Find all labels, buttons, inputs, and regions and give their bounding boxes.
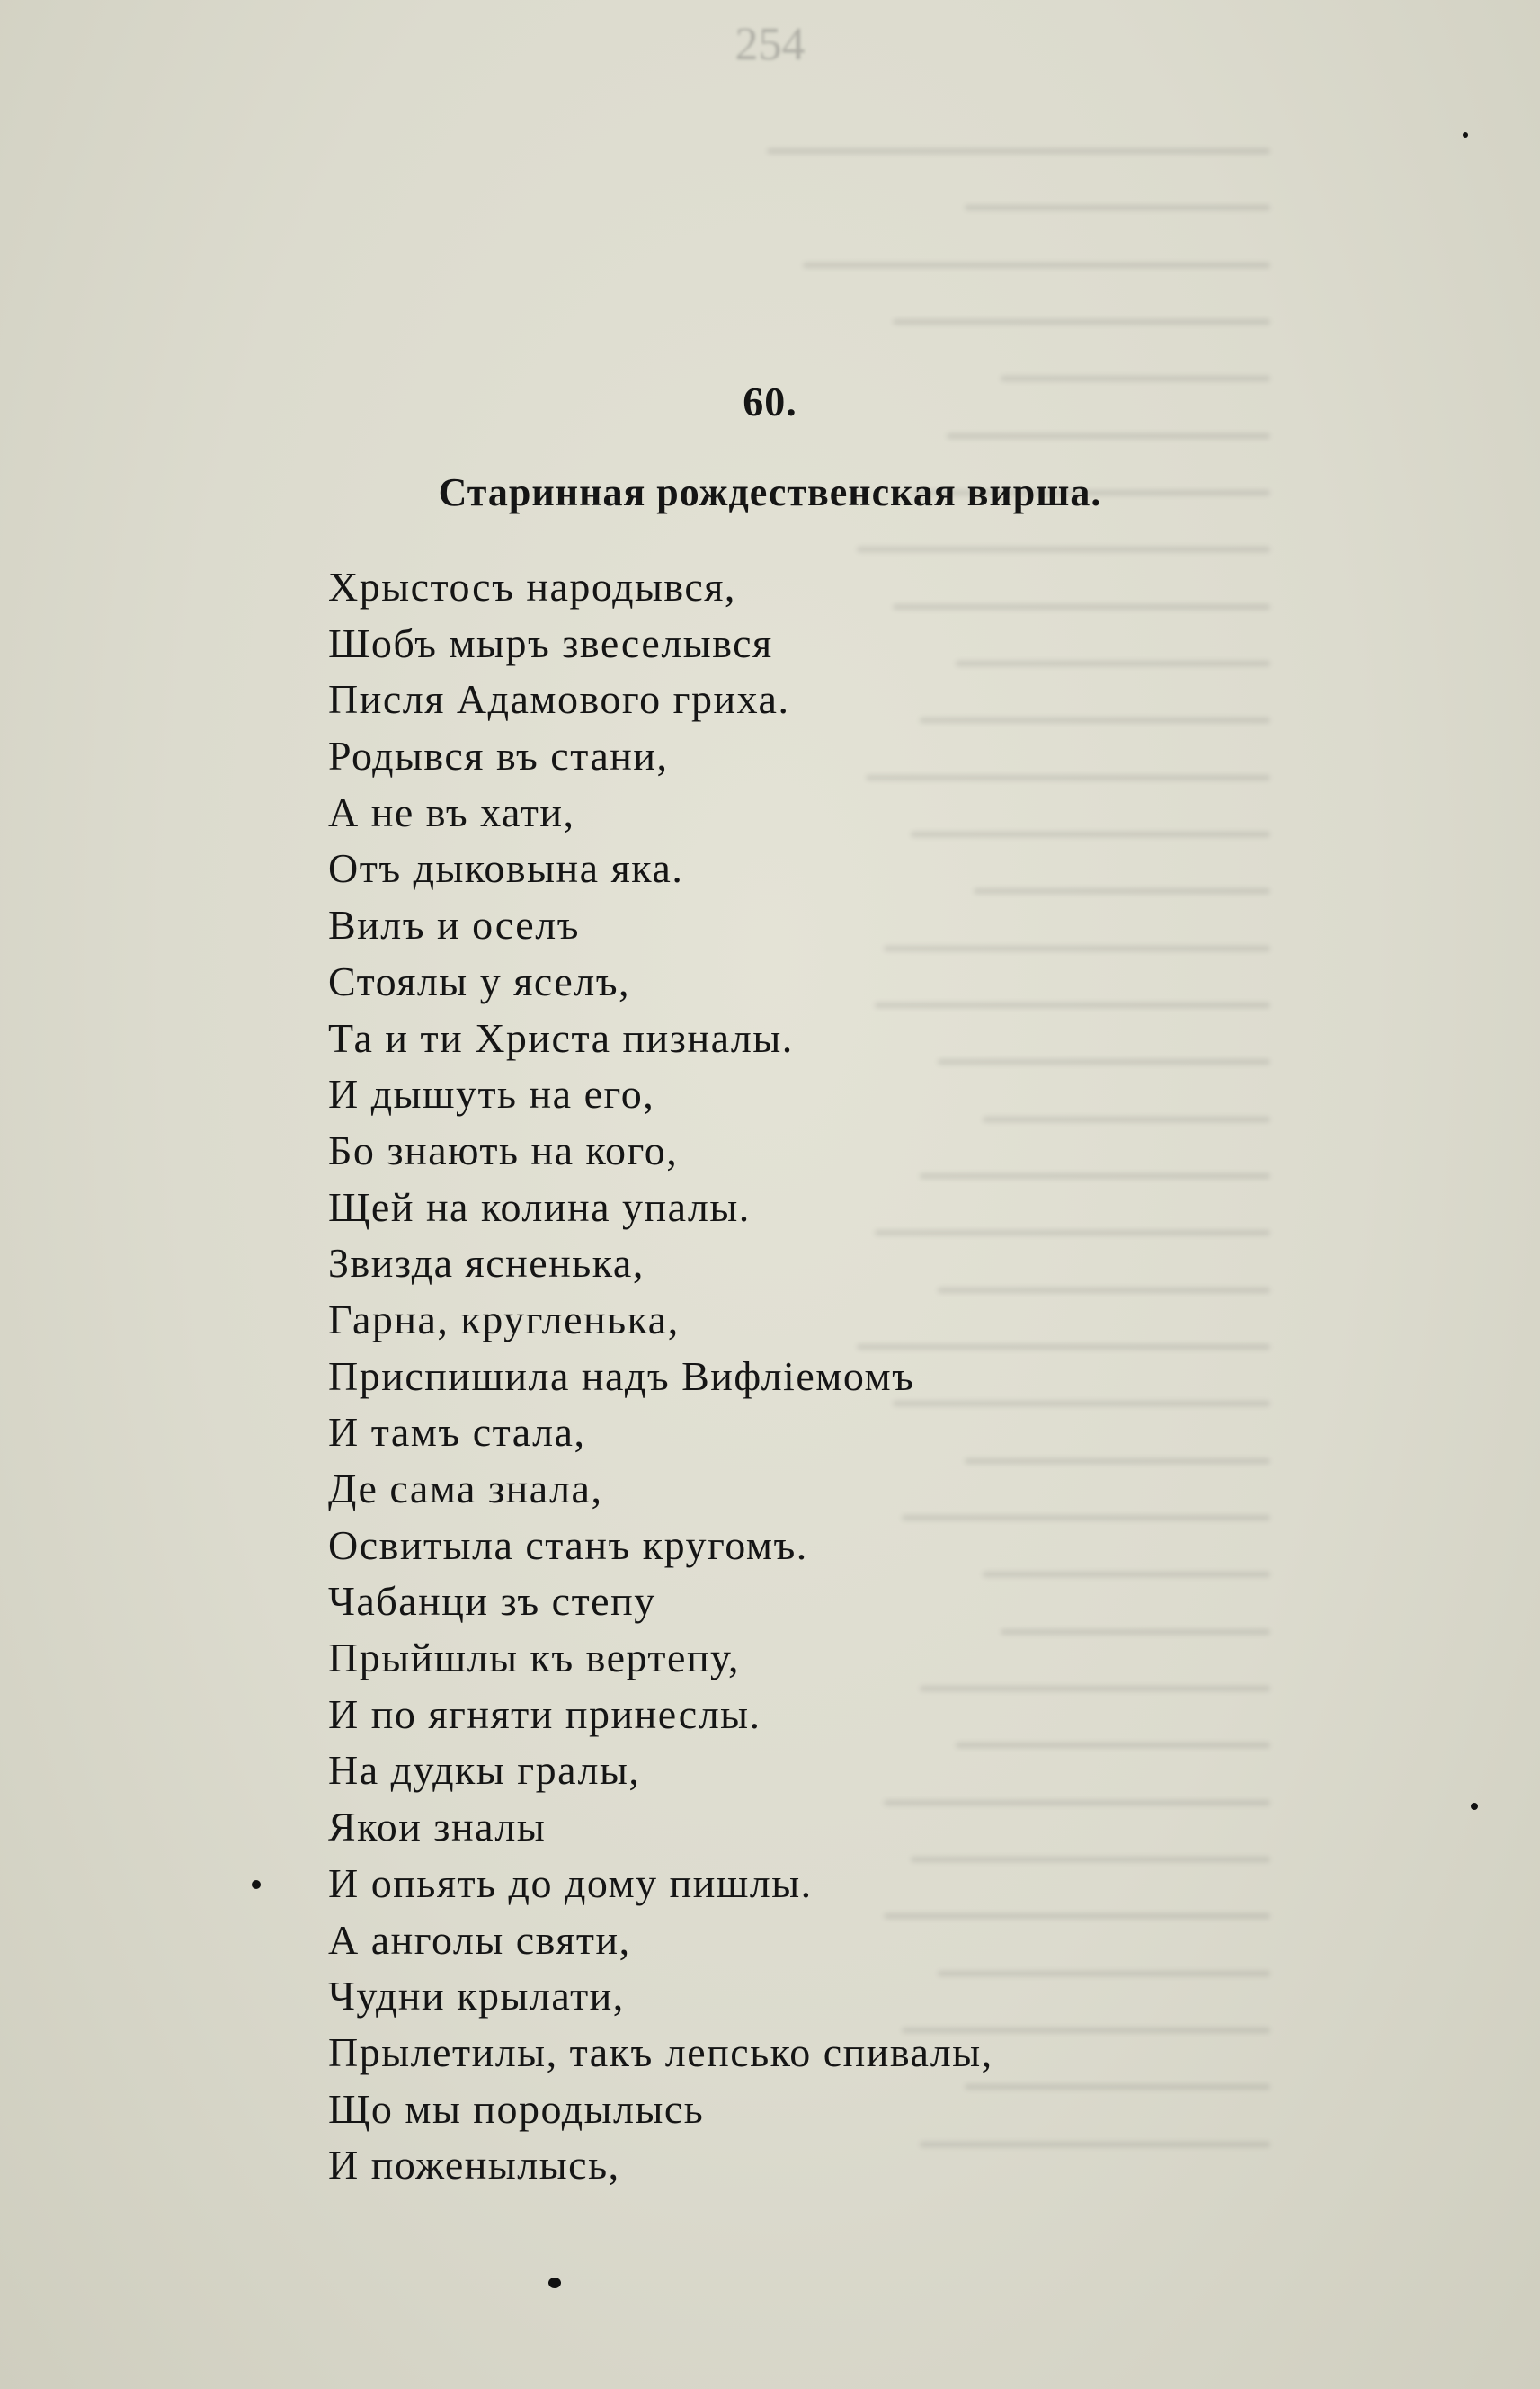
poem-verse (328, 559, 993, 2194)
verse-line: Вилъ и оселъ (328, 902, 580, 949)
ink-speck (252, 1880, 261, 1889)
ink-speck (548, 2278, 561, 2288)
verse-line: Чудни крылати, (328, 1973, 625, 2019)
verse-line: Родывся въ стани, (328, 733, 669, 780)
poem-title: Старинная рождественская вирша. (438, 470, 1102, 514)
verse-line: Звизда ясненька, (328, 1240, 645, 1287)
verse-line: И опьять до дому пишлы. (328, 1859, 813, 1906)
verse-line: Хрыстосъ народывся, (328, 564, 736, 610)
verse-line: Отъ дыковына яка. (328, 845, 684, 892)
verse-line: Писля Адамового гриха. (328, 676, 790, 723)
ink-speck (1471, 1803, 1478, 1810)
verse-line: Де сама знала, (328, 1466, 603, 1511)
verse-line: Прыйшлы къ вертепу, (328, 1635, 740, 1681)
verse-line: А не въ хати, (328, 789, 575, 835)
verse-line: Якои зналы (328, 1804, 547, 1850)
verse-line: А анголы святи, (328, 1916, 631, 1963)
verse-line: Що мы породылысь (328, 2085, 705, 2132)
verse-line: Приспишила надъ Вифлiемомъ (328, 1352, 915, 1399)
ink-speck (1463, 132, 1468, 138)
page-number: 254 (734, 19, 806, 70)
verse-line: И дышуть на его, (328, 1071, 655, 1118)
verse-line: Стоялы у яселъ, (328, 958, 631, 1004)
verse-line: Гарна, кругленька, (328, 1296, 680, 1342)
verse-line: Та и ти Христа пизналы. (328, 1014, 794, 1061)
verse-line: И поженылысь, (328, 2142, 620, 2188)
verse-line: На дудкы гралы, (328, 1747, 641, 1794)
verse-line: Щей на колина упалы. (328, 1183, 751, 1230)
verse-line: Бо знають на кого, (328, 1127, 679, 1173)
verse-line: Прылетилы, такъ лепсько спивалы, (328, 2028, 993, 2075)
verse-line: Чабанци зъ степу (328, 1578, 656, 1625)
verse-line: И тамъ стала, (328, 1409, 586, 1456)
verse-line: Освитыла станъ кругомъ. (328, 1521, 808, 1568)
poem-number: 60. (743, 379, 797, 424)
verse-line: Шобъ мыръ звеселывся (328, 620, 773, 666)
verse-line: И по ягняти принеслы. (328, 1690, 761, 1737)
